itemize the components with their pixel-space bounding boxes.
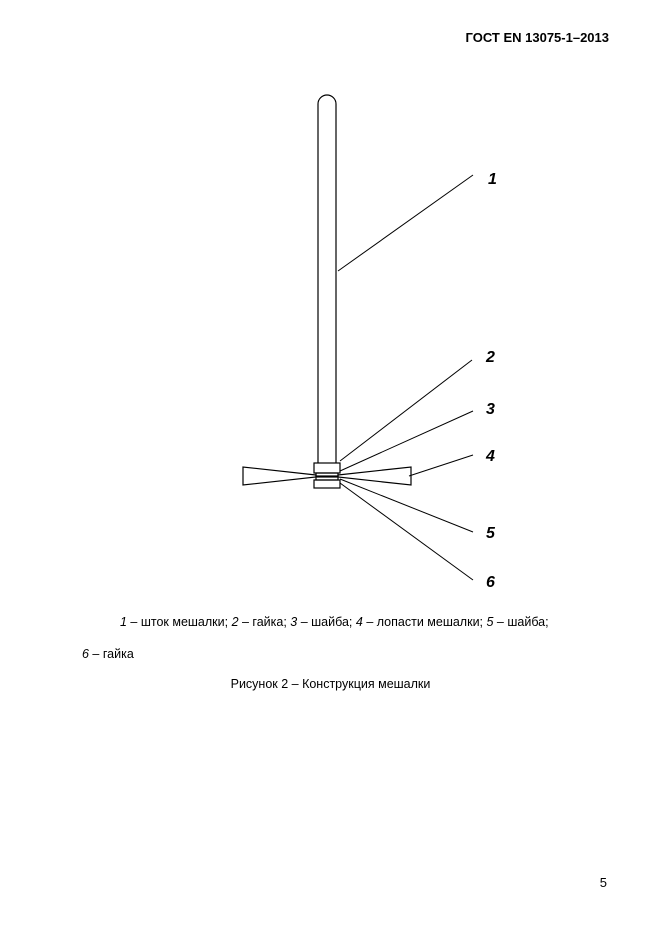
page-number: 5 <box>599 875 607 890</box>
legend-num: 5 <box>486 615 494 629</box>
callout-6: 6 <box>486 574 495 591</box>
legend-num: 3 <box>290 615 298 629</box>
legend-text: – лопасти мешалки; <box>362 615 487 629</box>
callout-2: 2 <box>486 349 495 366</box>
nut-top <box>314 463 340 473</box>
callout-5: 5 <box>486 525 495 542</box>
legend-text: – шток мешалки; <box>126 615 232 629</box>
figure-legend-line-1 <box>120 615 549 629</box>
leader-4 <box>409 455 473 476</box>
washer-top <box>316 473 338 476</box>
leader-1 <box>338 175 473 271</box>
stirrer-shaft <box>318 95 336 463</box>
figure-caption: Рисунок 2 – Конструкция мешалки <box>230 677 431 691</box>
blade-left <box>243 467 316 485</box>
legend-text: – гайка <box>88 647 134 661</box>
callout-1: 1 <box>488 171 497 188</box>
nut-bottom <box>314 480 340 488</box>
leader-5 <box>340 479 473 532</box>
leader-2 <box>340 360 472 461</box>
document-header: ГОСТ EN 13075-1–2013 <box>465 30 609 45</box>
leader-6 <box>340 483 473 580</box>
legend-text: – шайба; <box>493 615 549 629</box>
legend-num: 1 <box>120 615 127 629</box>
legend-text: – гайка; <box>238 615 291 629</box>
legend-num: 4 <box>355 615 363 629</box>
legend-num: 6 <box>82 647 89 661</box>
legend-num: 2 <box>231 615 239 629</box>
figure-legend-line-2 <box>82 647 134 661</box>
callout-3: 3 <box>486 401 495 418</box>
legend-text: – шайба; <box>297 615 356 629</box>
callout-4: 4 <box>486 448 495 465</box>
